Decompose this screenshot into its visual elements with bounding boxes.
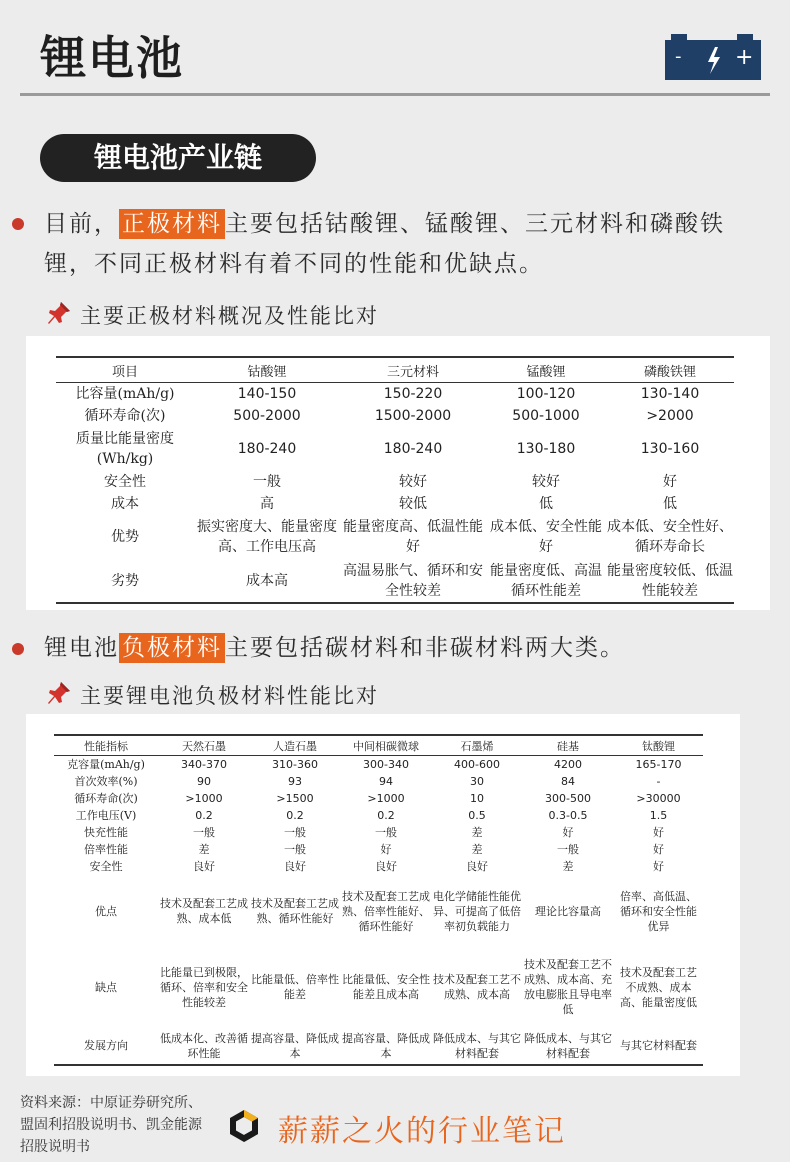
- header-cell: 性能指标: [84, 739, 128, 753]
- table-cell: 165-170: [635, 758, 682, 771]
- table-cell: 成本低、安全性能好: [490, 519, 602, 555]
- row-label: 优势: [111, 529, 139, 545]
- highlight-anode: 负极材料: [119, 633, 225, 663]
- table-row: [56, 515, 734, 559]
- row-label: 快充性能: [84, 826, 128, 839]
- header-cell: 人造石墨: [273, 739, 317, 753]
- battery-plus: +: [735, 45, 754, 70]
- table-cell: 一般: [193, 826, 215, 839]
- anode-table: [54, 734, 703, 1066]
- table-cell: 较低: [399, 496, 427, 512]
- table-row: [56, 493, 734, 515]
- row-label: 循环寿命(次): [84, 408, 166, 424]
- header: [0, 0, 790, 96]
- pushpin-icon: [46, 300, 72, 326]
- header-cell: 三元材料: [386, 364, 439, 380]
- table-cell: 比能量已到极限，循环、倍率和安全性能较差: [160, 965, 248, 1009]
- pushpin-icon: [46, 680, 72, 706]
- table-cell: 0.5: [468, 809, 486, 822]
- row-label: 成本: [111, 496, 139, 512]
- table-cell: 150-220: [383, 386, 443, 402]
- hexagon-logo-icon: [226, 1108, 262, 1144]
- table-cell: 180-240: [237, 441, 297, 457]
- table-cell: 差: [471, 826, 483, 839]
- table-cell: 好: [653, 826, 664, 839]
- table-cell: 1.5: [649, 809, 668, 822]
- header-divider: [20, 93, 770, 96]
- table-cell: 一般: [253, 474, 281, 490]
- bullet-icon: [12, 643, 24, 655]
- battery-icon: [665, 30, 761, 80]
- table-cell: 好: [653, 860, 664, 873]
- row-label: 质量比能量密度(Wh/kg): [76, 431, 174, 467]
- table-cell: 300-340: [363, 758, 409, 771]
- row-label: 安全性: [104, 474, 146, 490]
- table-cell: 较好: [399, 474, 427, 490]
- table-cell: >1000: [185, 792, 223, 805]
- table-row: [56, 427, 734, 471]
- table-cell: 180-240: [383, 441, 443, 457]
- table-cell: 高温易胀气、循环和安全性较差: [343, 562, 483, 599]
- table-row: [54, 858, 703, 875]
- table-row: [56, 559, 734, 603]
- table-cell: 良好: [375, 860, 397, 873]
- source-note: 资料来源：中原证券研究所、盟固利招股说明书、凯金能源招股说明书: [20, 1095, 202, 1155]
- table-cell: 与其它材料配套: [620, 1039, 697, 1052]
- table-row: [56, 383, 734, 406]
- table-cell: 一般: [375, 826, 397, 839]
- cathode-table-panel: [26, 336, 770, 610]
- header-cell: 钴酸锂: [247, 364, 287, 380]
- table-cell: 100-120: [516, 386, 576, 402]
- table-cell: 比能量低、安全性能差且成本高: [342, 973, 430, 1001]
- para1-post2: 锂，不同正极材料有着不同的性能和优缺点。: [44, 251, 544, 277]
- table-row: [54, 773, 703, 790]
- table-cell: 能量密度低、高温循环性能差: [490, 562, 602, 599]
- table-cell: 良好: [284, 860, 306, 873]
- row-label: 优点: [95, 904, 117, 918]
- highlight-cathode: 正极材料: [119, 209, 225, 239]
- table-cell: 技术及配套工艺不成熟、成本高、能量密度低: [620, 965, 697, 1009]
- table-row: [54, 824, 703, 841]
- table-cell: 4200: [554, 758, 582, 771]
- table-cell: 一般: [557, 843, 579, 856]
- table-cell: 400-600: [454, 758, 500, 771]
- header-cell: 钛酸锂: [642, 739, 675, 753]
- table-cell: 技术及配套工艺成熟、循环性能好: [251, 897, 339, 925]
- table-cell: 310-360: [272, 758, 318, 771]
- table-cell: 技术及配套工艺不成熟、成本高: [433, 973, 521, 1001]
- table-cell: 一般: [284, 843, 306, 856]
- table-cell: 振实密度大、能量密度高、工作电压高: [197, 519, 337, 555]
- para2-post: 主要包括碳材料和非碳材料两大类。: [225, 635, 625, 661]
- table-cell: 84: [561, 775, 575, 788]
- table-cell: 0.2: [195, 809, 213, 822]
- table-header-row: [56, 357, 734, 383]
- table-cell: 340-370: [181, 758, 227, 771]
- table-cell: 140-150: [237, 386, 297, 402]
- table-cell: 提高容量、降低成本: [251, 1031, 339, 1060]
- table-cell: 良好: [466, 860, 488, 873]
- table-cell: 低: [663, 496, 677, 512]
- row-label: 倍率性能: [84, 843, 128, 856]
- table-cell: 30: [470, 775, 484, 788]
- table-cell: 300-500: [545, 792, 591, 805]
- table-cell: 技术及配套工艺不成熟、成本高、充放电膨胀且导电率低: [524, 958, 612, 1016]
- row-label: 安全性: [89, 860, 123, 873]
- table-cell: 10: [470, 792, 484, 805]
- table-cell: 电化学储能性能优异、可提高了低倍率初负载能力: [433, 889, 521, 933]
- table-cell: 能量密度高、低温性能好: [343, 519, 483, 555]
- page-title: 锂电池: [40, 31, 184, 85]
- table-cell: 130-180: [516, 441, 576, 457]
- header-cell: 锰酸锂: [526, 364, 566, 380]
- table-cell: 好: [562, 826, 574, 839]
- table-row: [54, 947, 703, 1027]
- table-cell: 成本高: [246, 572, 288, 589]
- table-cell: 500-2000: [233, 408, 301, 424]
- table-cell: 差: [471, 843, 483, 856]
- table-cell: 成本低、安全性好、循环寿命长: [607, 519, 733, 555]
- row-label: 循环寿命(次): [74, 792, 138, 805]
- table-cell: 高: [260, 496, 274, 512]
- cathode-table: [56, 356, 734, 604]
- row-label: 比容量(mAh/g): [75, 386, 175, 402]
- table-cell: 降低成本、与其它材料配套: [433, 1031, 521, 1060]
- table-cell: 0.2: [286, 809, 304, 822]
- table-row: [54, 756, 703, 774]
- table-cell: >30000: [636, 792, 681, 805]
- section-title: 锂电池产业链: [40, 134, 316, 182]
- table-cell: 好: [663, 474, 677, 490]
- row-label: 首次效率(%): [74, 775, 138, 788]
- battery-minus: -: [675, 46, 682, 67]
- table-cell: 良好: [193, 860, 215, 873]
- header-cell: 天然石墨: [182, 739, 226, 753]
- table-cell: 93: [288, 775, 302, 788]
- para1-pre: 目前，: [44, 211, 119, 237]
- table-cell: 差: [198, 843, 210, 856]
- caption-cathode: 主要正极材料概况及性能比对: [80, 304, 379, 328]
- row-label: 发展方向: [84, 1039, 128, 1052]
- table-cell: >2000: [646, 408, 694, 424]
- table-cell: 0.3-0.5: [548, 809, 588, 822]
- caption-anode: 主要锂电池负极材料性能比对: [80, 684, 379, 708]
- anode-table-panel: [26, 714, 740, 1076]
- table-cell: 提高容量、降低成本: [342, 1031, 430, 1060]
- table-cell: 130-140: [640, 386, 700, 402]
- table-cell: 0.2: [377, 809, 395, 822]
- table-cell: -: [656, 775, 661, 788]
- table-row: [54, 807, 703, 824]
- table-cell: 技术及配套工艺成熟、成本低: [160, 897, 248, 925]
- paragraph-anode: [44, 628, 774, 668]
- table-cell: 倍率、高低温、循环和安全性能优异: [620, 889, 697, 933]
- brand-name: 薪薪之火的行业笔记: [278, 1114, 566, 1149]
- table-cell: 一般: [284, 826, 306, 839]
- para1-post1: 主要包括钴酸锂、锰酸锂、三元材料和磷酸铁: [225, 211, 725, 237]
- table-row: [54, 790, 703, 807]
- row-label: 缺点: [95, 980, 117, 994]
- table-cell: 差: [562, 860, 574, 873]
- table-row: [56, 471, 734, 493]
- table-cell: 130-160: [640, 441, 700, 457]
- table-cell: >1000: [367, 792, 405, 805]
- row-label: 劣势: [111, 572, 139, 589]
- header-cell: 磷酸铁锂: [643, 364, 696, 380]
- table-cell: 低: [539, 496, 553, 512]
- para2-pre: 锂电池: [44, 635, 119, 661]
- table-row: [54, 1027, 703, 1065]
- header-cell: 项目: [111, 364, 138, 380]
- table-cell: 能量密度较低、低温性能较差: [607, 562, 733, 599]
- table-cell: 500-1000: [512, 408, 580, 424]
- table-cell: 技术及配套工艺成熟、倍率性能好、循环性能好: [342, 889, 430, 933]
- table-cell: 比能量低、倍率性能差: [251, 973, 339, 1001]
- row-label: 工作电压(V): [75, 809, 137, 822]
- table-cell: 90: [197, 775, 211, 788]
- table-cell: 好: [653, 843, 664, 856]
- paragraph-cathode: [44, 204, 774, 284]
- header-cell: 硅基: [557, 739, 579, 753]
- table-cell: 理论比容量高: [535, 904, 601, 918]
- table-cell: 降低成本、与其它材料配套: [524, 1031, 612, 1060]
- table-row: [54, 875, 703, 947]
- table-cell: 1500-2000: [374, 408, 452, 424]
- table-cell: 好: [380, 843, 392, 856]
- bullet-icon: [12, 218, 24, 230]
- table-cell: >1500: [276, 792, 314, 805]
- table-cell: 94: [379, 775, 393, 788]
- table-row: [56, 405, 734, 427]
- header-cell: 中间相碳微球: [353, 739, 419, 753]
- table-cell: 低成本化、改善循环性能: [160, 1031, 248, 1060]
- table-cell: 较好: [532, 474, 560, 490]
- header-cell: 石墨烯: [460, 739, 494, 753]
- table-header-row: [54, 735, 703, 756]
- table-row: [54, 841, 703, 858]
- row-label: 克容量(mAh/g): [67, 758, 145, 771]
